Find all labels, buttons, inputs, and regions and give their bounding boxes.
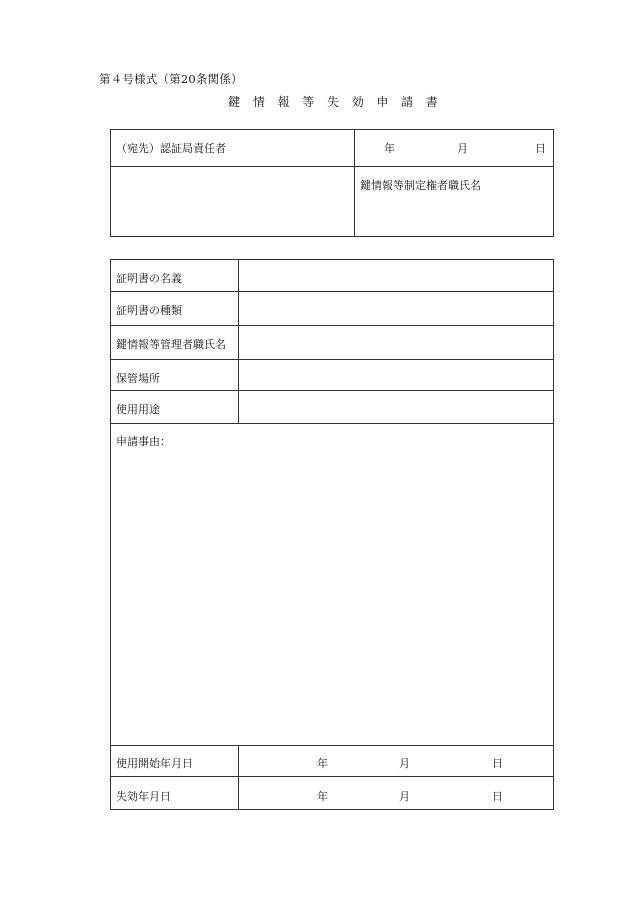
key-manager-field[interactable]	[238, 325, 553, 359]
certificate-type-field[interactable]	[238, 291, 553, 325]
month-label: 月	[457, 142, 468, 155]
year-label: 年	[317, 757, 328, 770]
certificate-type-label: 証明書の種類	[116, 304, 182, 317]
header-table	[110, 129, 554, 237]
designer-name-label: 鍵情報等制定権者職氏名	[360, 179, 481, 192]
day-label: 日	[492, 790, 503, 803]
title-char: 請	[401, 95, 414, 109]
month-label: 月	[399, 757, 410, 770]
month-label: 月	[399, 790, 410, 803]
row-divider	[111, 423, 553, 424]
reason-field[interactable]	[171, 433, 548, 733]
title-char: 書	[425, 95, 438, 109]
storage-location-field[interactable]	[238, 359, 553, 390]
start-date-label: 使用開始年月日	[116, 757, 193, 770]
document-title	[0, 93, 630, 110]
storage-location-label: 保管場所	[116, 372, 160, 385]
title-char: 報	[277, 95, 290, 109]
title-char: 効	[351, 95, 364, 109]
year-label: 年	[384, 142, 395, 155]
expiration-date-field[interactable]	[238, 776, 553, 809]
key-manager-label: 鍵情報等管理者職氏名	[116, 338, 226, 351]
addressee-label: （宛先）認証局責任者	[116, 142, 226, 155]
title-char: 鍵	[228, 95, 241, 109]
title-char: 等	[302, 95, 315, 109]
start-date-field[interactable]	[238, 745, 553, 776]
year-label: 年	[317, 790, 328, 803]
title-char: 申	[376, 95, 389, 109]
table-divider	[111, 166, 553, 167]
application-date-field[interactable]	[355, 140, 553, 154]
application-table	[110, 259, 554, 810]
title-char: 情	[252, 95, 265, 109]
usage-purpose-field[interactable]	[238, 390, 553, 423]
reason-label: 申請事由：	[116, 435, 171, 448]
day-label: 日	[535, 142, 546, 155]
certificate-name-field[interactable]	[238, 260, 553, 291]
day-label: 日	[492, 757, 503, 770]
expiration-date-label: 失効年月日	[116, 790, 171, 803]
certificate-name-label: 証明書の名義	[116, 272, 182, 285]
form-number: 第４号様式（第20条関係）	[99, 72, 243, 86]
usage-purpose-label: 使用用途	[116, 403, 160, 416]
title-char: 失	[326, 95, 339, 109]
